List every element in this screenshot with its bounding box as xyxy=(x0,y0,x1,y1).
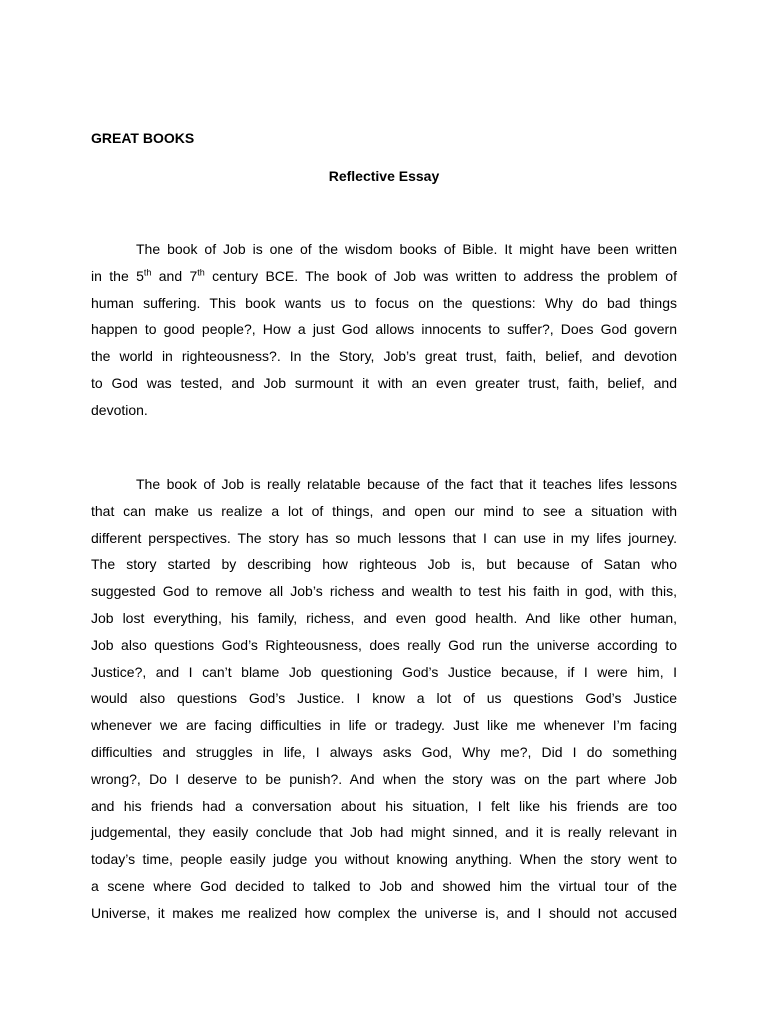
paragraph-line: The book of Job is really relatable because of the fact that it teaches lifes lessons xyxy=(136,476,677,492)
paragraph-line: today’s time, people easily judge you without knowing anything. When the story went to xyxy=(91,851,677,868)
document-subtitle: Reflective Essay xyxy=(328,168,440,184)
paragraph-line: to God was tested, and Job surmount it with an even greater trust, faith, belief, and xyxy=(91,374,677,391)
paragraph-line: Universe, it makes me realized how complex the universe is, and I should not accused xyxy=(91,904,677,921)
paragraph-line: The story started by describing how righteous Job is, but because of Satan who xyxy=(91,556,677,573)
paragraph-2 xyxy=(91,471,677,927)
paragraph-line: The book of Job is one of the wisdom books of Bible. It might have been written xyxy=(136,241,677,257)
paragraph-line: judgemental, they easily conclude that Job had might sinned, and it is really relevant in xyxy=(91,824,677,841)
paragraph-line: happen to good people?, How a just God allows innocents to suffer?, Does God govern xyxy=(91,321,677,338)
paragraph-line: human suffering. This book wants us to focus on the questions: Why do bad things xyxy=(91,294,677,311)
paragraph-line: suggested God to remove all Job’s richess and wealth to test his faith in god, with this, xyxy=(91,583,677,600)
paragraph-line: in the 5th and 7th century BCE. The book of Job was written to address the problem of xyxy=(91,267,677,284)
paragraph-line: and his friends had a conversation about his situation, I felt like his friends are too xyxy=(91,797,677,814)
paragraph-line: devotion. xyxy=(91,401,148,418)
paragraph-line: the world in righteousness?. In the Story, Job’s great trust, faith, belief, and devotion xyxy=(91,348,677,365)
paragraph-line: would also questions God’s Justice. I know a lot of us questions God’s Justice xyxy=(91,690,677,707)
paragraph-line: that can make us realize a lot of things, and open our mind to see a situation with xyxy=(91,502,677,519)
paragraph-line: difficulties and struggles in life, I always asks God, Why me?, Did I do something xyxy=(91,743,677,760)
paragraph-line: a scene where God decided to talked to Job and showed him the virtual tour of the xyxy=(91,877,677,894)
paragraph-line: wrong?, Do I deserve to be punish?. And when the story was on the part where Job xyxy=(91,770,677,787)
paragraph-line: whenever we are facing difficulties in life or tradegy. Just like me whenever I’m facing xyxy=(91,717,677,734)
paragraph-1 xyxy=(91,236,677,424)
paragraph-line: Job also questions God’s Righteousness, does really God run the universe according to xyxy=(91,636,677,653)
document-heading: GREAT BOOKS xyxy=(91,130,195,146)
paragraph-line: Job lost everything, his family, richess, and even good health. And like other human, xyxy=(91,609,677,626)
paragraph-line: Justice?, and I can’t blame Job questioning God’s Justice because, if I were him, I xyxy=(91,663,677,680)
paragraph-line: different perspectives. The story has so much lessons that I can use in my lifes journey. xyxy=(91,529,677,546)
